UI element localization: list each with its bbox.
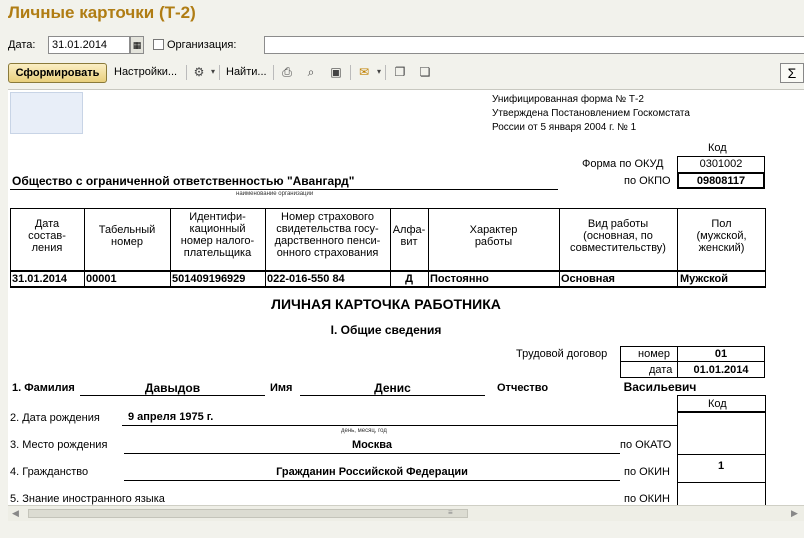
find-button[interactable]: Найти... xyxy=(226,66,267,78)
table-cell: Постоянно xyxy=(430,273,489,285)
table-col-line xyxy=(428,208,429,288)
birth-label: 2. Дата рождения xyxy=(10,412,100,424)
card-title: ЛИЧНАЯ КАРТОЧКА РАБОТНИКА xyxy=(271,296,501,312)
table-cell: 31.01.2014 xyxy=(12,273,68,285)
scroll-left-icon[interactable]: ◀ xyxy=(12,508,19,518)
contract-label: Трудовой договор xyxy=(516,348,608,360)
birth-underline xyxy=(122,425,677,426)
citizenship-code: 1 xyxy=(717,460,725,472)
calendar-icon[interactable]: ▦ xyxy=(130,36,144,54)
okin-label: по ОКИН xyxy=(624,466,670,478)
lastname-value: Давыдов xyxy=(144,381,201,395)
okud-label: Форма по ОКУД xyxy=(582,158,664,170)
toolbar-separator xyxy=(273,65,274,80)
okpo-value: 09808117 xyxy=(696,175,746,187)
table-cell: 501409196929 xyxy=(172,273,246,285)
date-input[interactable] xyxy=(48,36,130,54)
table-cell: Основная xyxy=(561,273,615,285)
status-strip xyxy=(0,521,804,538)
contract-number-value: 01 xyxy=(714,348,728,360)
horizontal-scrollbar[interactable] xyxy=(8,505,804,521)
toolbar-separator xyxy=(350,65,351,80)
table-header-cell: Пол (мужской, женский) xyxy=(696,218,747,254)
save-icon[interactable]: ▣ xyxy=(330,65,342,79)
table-header-cell: Табельный номер xyxy=(98,224,156,248)
filter-bar xyxy=(0,35,804,55)
okud-value: 0301002 xyxy=(699,158,743,170)
scroll-grip-icon: ≡ xyxy=(448,508,453,517)
settings-button[interactable]: Настройки... xyxy=(114,66,178,78)
organization-input[interactable] xyxy=(264,36,804,54)
table-cell: Д xyxy=(405,273,413,285)
settings-icon[interactable]: ⚙ xyxy=(193,65,205,79)
print-icon[interactable]: ⎙ xyxy=(282,65,292,79)
chevron-down-icon[interactable]: ▾ xyxy=(376,67,381,76)
table-header-cell: Дата состав- ления xyxy=(28,218,66,254)
lastname-underline xyxy=(80,395,265,396)
firstname-value: Денис xyxy=(374,381,411,395)
form-line-2: Утверждена Постановлением Госкомстата xyxy=(492,108,690,119)
document-area xyxy=(8,89,804,505)
patronymic-label: Отчество xyxy=(497,382,549,394)
toolbar-separator xyxy=(385,65,386,80)
generate-button[interactable]: Сформировать xyxy=(8,63,107,83)
citizenship-value: Гражданин Российской Федерации xyxy=(276,466,468,478)
scroll-thumb[interactable] xyxy=(28,509,468,518)
contract-number-label: номер xyxy=(638,348,670,360)
header-table-divider xyxy=(10,270,766,272)
scroll-right-icon[interactable]: ▶ xyxy=(791,508,798,518)
paste-icon[interactable]: ❏ xyxy=(419,65,431,79)
code-line xyxy=(677,395,766,396)
okin-label-2: по ОКИН xyxy=(624,493,670,505)
code-line xyxy=(677,482,766,483)
citizenship-underline xyxy=(124,480,620,481)
citizenship-label: 4. Гражданство xyxy=(10,466,89,478)
birthplace-underline xyxy=(124,453,620,454)
language-label: 5. Знание иностранного языка xyxy=(10,493,165,505)
toolbar xyxy=(0,62,804,84)
copy-icon[interactable]: ❐ xyxy=(394,65,406,79)
contract-divider xyxy=(620,361,765,362)
toolbar-separator xyxy=(219,65,220,80)
header-table-bottom xyxy=(10,286,766,288)
form-line-3: России от 5 января 2004 г. № 1 xyxy=(492,122,637,133)
contract-date-label: дата xyxy=(649,364,673,376)
table-header-cell: Алфа- вит xyxy=(392,224,426,248)
mail-icon[interactable]: ✉ xyxy=(358,65,370,79)
table-col-line xyxy=(84,208,85,288)
firstname-underline xyxy=(300,395,485,396)
form-line-1: Унифицированная форма № Т-2 xyxy=(492,94,644,105)
sigma-button[interactable]: Σ xyxy=(780,63,804,83)
table-header-cell: Вид работы (основная, по совместительству) xyxy=(570,218,666,254)
birth-value: 9 апреля 1975 г. xyxy=(128,411,214,423)
date-label: Дата: xyxy=(8,39,36,51)
patronymic-value: Васильевич xyxy=(623,380,697,394)
organization-checkbox[interactable] xyxy=(153,39,164,50)
table-header-cell: Идентифи- кационный номер налого- плательщика xyxy=(180,211,255,259)
table-cell: Мужской xyxy=(680,273,729,285)
okpo-label: по ОКПО xyxy=(624,175,671,187)
table-header-cell: Номер страхового свидетельства госу- дарственного пенси- онного страхования xyxy=(274,211,381,259)
table-cell: 00001 xyxy=(86,273,117,285)
birth-caption: день, месяц, год xyxy=(341,428,387,434)
code-line xyxy=(677,411,766,413)
table-cell: 022-016-550 84 xyxy=(267,273,345,285)
lastname-label: 1. Фамилия xyxy=(12,382,75,394)
organization-name: Общество с ограниченной ответственностью "Авангард" xyxy=(12,174,355,188)
organization-label: Организация: xyxy=(167,39,237,51)
firstname-label: Имя xyxy=(270,382,293,394)
okato-label: по ОКАТО xyxy=(620,439,672,451)
code-header: Код xyxy=(708,142,727,154)
window-title: Личные карточки (Т-2) xyxy=(8,3,196,22)
table-header-cell: Характер работы xyxy=(469,224,518,248)
document-image-placeholder xyxy=(10,92,83,134)
birthplace-label: 3. Место рождения xyxy=(10,439,108,451)
contract-date-value: 01.01.2014 xyxy=(693,364,749,376)
org-caption: наименование организации xyxy=(236,191,314,197)
code-line xyxy=(677,454,766,455)
preview-icon[interactable]: ⌕ xyxy=(307,65,315,79)
section-title: I. Общие сведения xyxy=(330,323,442,337)
toolbar-separator xyxy=(186,65,187,80)
org-underline xyxy=(10,189,558,190)
chevron-down-icon[interactable]: ▾ xyxy=(210,67,215,76)
birthplace-value: Москва xyxy=(351,439,393,451)
code-header-2: Код xyxy=(708,398,727,410)
